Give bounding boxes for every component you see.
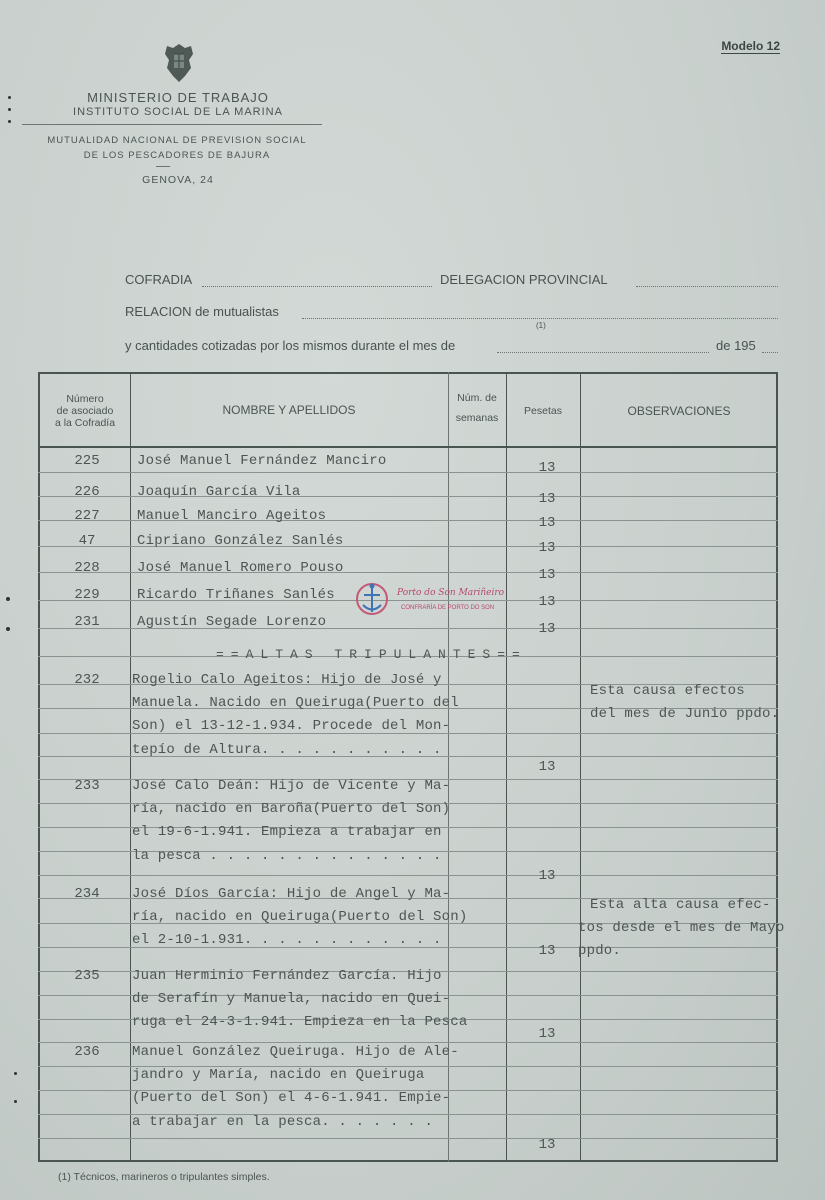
member-number: 225	[74, 453, 100, 469]
observation-line: tos desde el mes de Mayo	[578, 920, 785, 937]
header-nombre: NOMBRE Y APELLIDOS	[222, 403, 356, 417]
alta-description-line: la pesca . . . . . . . . . . . . . .	[132, 847, 442, 864]
alta-description-line: (Puerto del Son) el 4-6-1.941. Empie-	[132, 1090, 451, 1107]
year-field	[762, 352, 778, 353]
member-number: 233	[74, 778, 100, 794]
alta-description-line: de Serafín y Manuela, nacido en Quei-	[132, 991, 451, 1008]
member-number: 229	[74, 587, 100, 603]
header-semanas: Núm. de semanas	[455, 392, 499, 424]
member-name: Cipriano González Sanlés	[137, 533, 344, 549]
alta-description-line: José Díos García: Hijo de Angel y Ma-	[132, 886, 451, 902]
relacion-field	[302, 318, 778, 319]
pesetas-value: 13	[538, 460, 556, 476]
anchor-logo-icon	[355, 578, 389, 620]
pesetas-value: 13	[538, 567, 556, 583]
header-numero: Número de asociado a la Cofradía	[54, 393, 116, 429]
pesetas-value: 13	[538, 868, 556, 884]
header-short-rule	[156, 166, 170, 167]
alta-description-line: ría, nacido en Baroña(Puerto del Son)	[132, 801, 451, 818]
cofradia-field	[202, 286, 432, 287]
header-divider	[22, 124, 322, 125]
pesetas-value: 13	[538, 515, 556, 531]
alta-description-line: jandro y María, nacido en Queiruga	[132, 1067, 425, 1084]
relacion-label: RELACION de mutualistas	[125, 304, 279, 319]
month-field	[497, 352, 709, 353]
delegacion-label: DELEGACION PROVINCIAL	[440, 272, 608, 287]
member-number: 232	[74, 672, 100, 688]
punch-mark	[14, 1072, 17, 1075]
confraria-stamp	[345, 578, 505, 628]
alta-description-line: ruga el 24-3-1.941. Empieza en la Pesca	[132, 1014, 468, 1031]
member-number: 227	[74, 508, 100, 524]
ruled-line	[38, 875, 778, 876]
member-name: Agustín Segade Lorenzo	[137, 614, 327, 630]
member-name: Manuel Manciro Ageitos	[137, 508, 327, 524]
punch-mark	[8, 120, 11, 123]
pesetas-value: 13	[538, 621, 556, 637]
member-number: 226	[74, 484, 100, 500]
col-divider	[580, 372, 581, 1162]
member-name: José Manuel Romero Pouso	[137, 560, 344, 576]
ruled-line	[38, 472, 778, 473]
alta-description-line: Son) el 13-12-1.934. Procede del Mon-	[132, 718, 451, 735]
alta-description-line: ría, nacido en Queiruga(Puerto del Son)	[132, 909, 468, 926]
col-divider	[506, 372, 507, 1162]
cofradia-label: COFRADIA	[125, 272, 193, 287]
punch-mark	[8, 96, 11, 99]
institute-name: INSTITUTO SOCIAL DE LA MARINA	[73, 106, 283, 118]
member-number: 234	[74, 886, 100, 902]
ruled-line	[38, 1138, 778, 1139]
member-number: 47	[78, 533, 96, 549]
pesetas-value: 13	[538, 540, 556, 556]
observation-line: del mes de Junio ppdo.	[590, 706, 780, 723]
footnote-ref: (1)	[536, 321, 546, 330]
punch-mark	[6, 627, 10, 631]
alta-description-line: a trabajar en la pesca. . . . . . .	[132, 1113, 434, 1130]
stamp-title: Porto do Son Mariñeiro	[397, 588, 505, 598]
member-number: 228	[74, 560, 100, 576]
cantidades-label: y cantidades cotizadas por los mismos durante el mes de	[125, 338, 456, 353]
member-name: Joaquín García Vila	[137, 484, 301, 500]
address: GENOVA, 24	[142, 174, 214, 186]
alta-description-line: Manuel González Queiruga. Hijo de Ale-	[132, 1044, 459, 1060]
mutual-name-line-2: DE LOS PESCADORES DE BAJURA	[83, 150, 271, 161]
ruled-line	[38, 1042, 778, 1043]
member-name: Ricardo Triñanes Sanlés	[137, 587, 335, 603]
observation-line: Esta causa efectos	[590, 683, 745, 699]
header-observaciones: OBSERVACIONES	[627, 404, 731, 418]
header-bottom-rule	[38, 446, 778, 448]
pesetas-value: 13	[538, 1137, 556, 1153]
pesetas-value: 13	[538, 594, 556, 610]
mutual-name: MUTUALIDAD NACIONAL DE PREVISION SOCIAL	[47, 135, 307, 146]
ministry-name: MINISTERIO DE TRABAJO	[87, 90, 269, 105]
pesetas-value: 13	[538, 491, 556, 507]
alta-description-line: el 2-10-1.931. . . . . . . . . . . .	[132, 932, 442, 949]
member-number: 235	[74, 968, 100, 984]
delegacion-field	[636, 286, 778, 287]
stamp-subtitle: CONFRARÍA DE PORTO DO SON	[401, 605, 495, 611]
punch-mark	[14, 1100, 17, 1103]
member-number: 236	[74, 1044, 100, 1060]
observation-line: ppdo.	[578, 943, 622, 960]
member-name: José Manuel Fernández Manciro	[137, 453, 387, 469]
pesetas-value: 13	[538, 943, 556, 959]
member-number: 231	[74, 614, 100, 630]
pesetas-value: 13	[538, 1026, 556, 1042]
coat-of-arms-icon	[161, 42, 197, 84]
observation-line: Esta alta causa efec-	[590, 897, 771, 913]
alta-description-line: el 19-6-1.941. Empieza a trabajar en	[132, 824, 442, 841]
alta-description-line: Juan Herminio Fernández García. Hijo	[132, 968, 442, 984]
form-model-number: Modelo 12	[721, 39, 780, 53]
punch-mark	[8, 108, 11, 111]
alta-description-line: Rogelio Calo Ageitos: Hijo de José y	[132, 672, 442, 688]
footnote: (1) Técnicos, marineros o tripulantes simples.	[58, 1171, 270, 1183]
pesetas-value: 13	[538, 759, 556, 775]
alta-description-line: tepío de Altura. . . . . . . . . . .	[132, 741, 442, 758]
alta-description-line: Manuela. Nacido en Queiruga(Puerto del	[132, 695, 459, 712]
year-label: de 195	[716, 338, 756, 353]
punch-mark	[6, 597, 10, 601]
section-title-altas: ==ALTAS TRIPULANTES==	[216, 647, 527, 662]
alta-description-line: José Calo Deán: Hijo de Vicente y Ma-	[132, 778, 451, 794]
header-pesetas: Pesetas	[524, 405, 562, 417]
